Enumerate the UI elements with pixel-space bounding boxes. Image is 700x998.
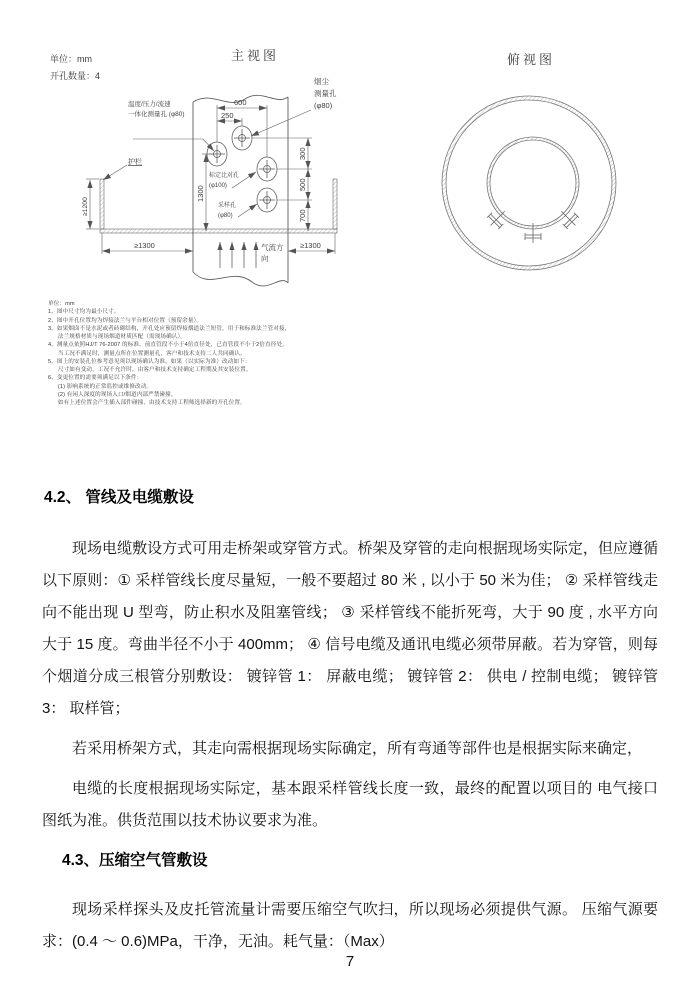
dust-hole — [232, 126, 252, 150]
main-view-title: 主视图 — [231, 48, 280, 63]
measurement-holes — [207, 126, 277, 212]
dim-min1300-right: ≥1300 — [300, 241, 321, 250]
document-body — [42, 489, 658, 966]
section-4-2-paragraph-3: 电缆的长度根据现场实际定，基本跟采样管线长度一致，最终的配置以项目的 电气接口图纸为准。供货范围以技术协议要求为准。 — [42, 780, 658, 829]
note-line: 4、测量点依照HJ/T 76-2007 的标准，前直管段不小于4倍直径处，已直管段不小于2倍直径处， — [48, 342, 288, 349]
dim-250: 250 — [221, 111, 234, 120]
section-4-2-paragraph-1: 现场电缆敷设方式可用走桥架或穿管方式。桥架及穿管的走向根据现场实际定，但应遵循以下原则：① 采样管线长度尽量短，一般不要超过 80 米 , 以小于 50 米为佳； ② 采样管线走向不能出现 U 型弯，防止积水及阻塞管线； ③ 采样管线不能折死弯，大于 90 度 , 水平方向大于 15 度。弯曲半径不小于 400mm； ④ 信号电缆及通讯电缆必须带屏蔽。若为穿管，则每个烟道分成三根管分别敷设： 镀锌管 1： 屏蔽电缆； 镀锌管 2： 供电 / 控制电缆； 镀锌管 3： 取样管； — [42, 540, 658, 717]
dust-hole-label-line3: (φ80) — [314, 101, 333, 110]
note-line: (2) 有闲人深度的现场入口/烟道内部严禁碰撞。 — [48, 391, 177, 398]
integrated-hole-label-line1: 温度/压力/流速 — [128, 101, 171, 108]
note-line: 法兰规格材质与现场烟道材质匹配（需现场确认）。 — [48, 334, 187, 341]
dim-1300: 1300 — [196, 185, 205, 202]
sampling-hole — [257, 188, 277, 212]
note-line: 6、变更位置的需要须满足以下条件： — [48, 375, 143, 382]
dust-hole-label-line1: 烟尘 — [314, 77, 329, 86]
platform — [100, 229, 337, 233]
note-line: 2、图中开孔位置均为焊接法兰与平台相对位置（预留余量）。 — [48, 317, 203, 324]
airflow-arrows — [220, 242, 256, 268]
page-number: 7 — [345, 953, 355, 970]
top-view-title: 俯视图 — [507, 52, 556, 67]
dim-700: 700 — [298, 209, 307, 222]
comparison-hole-label-line1: 标定比对孔 — [209, 173, 240, 179]
guardrail-post-left — [100, 179, 104, 229]
note-line: 5、图上的安装孔位参考意见须以现场确认为准，如果（以实际为准）改动如下： — [48, 358, 251, 365]
dim-min1300-left: ≥1300 — [134, 241, 155, 250]
note-line: 如有上述位置会产生插入部件碰撞，由技术支持工程师选择新的开孔位置。 — [48, 400, 246, 407]
note-line: 3、如果烟囱不是水泥或者砖砌结构，开孔处应预留焊接烟道法兰短管，用于和标准法兰管对接， — [48, 325, 291, 332]
comparison-hole-label-line2: (φ100) — [209, 183, 227, 189]
airflow-label-line2: 向 — [261, 254, 269, 263]
dim-300: 300 — [298, 147, 307, 160]
top-view-rings — [442, 96, 616, 270]
guardrail-post-right — [333, 179, 337, 229]
unit-label: 单位：mm — [50, 54, 92, 64]
dim-600: 600 — [234, 98, 247, 107]
drawing-notes — [48, 300, 291, 407]
dust-hole-label-line2: 测量孔 — [314, 89, 337, 98]
note-line: 1、图中尺寸均为最小尺寸。 — [48, 309, 120, 316]
note-line: (1) 影响系统的正常监控或维修改动。 — [48, 383, 153, 390]
sampling-hole-label-line2: (φ80) — [218, 213, 233, 219]
section-4-2-heading: 4.2、 管线及电缆敷设 — [44, 489, 194, 506]
section-4-2-paragraph-2: 若采用桥架方式，其走向需根据现场实际确定，所有弯通等部件也是根据实际来确定， — [72, 740, 643, 757]
integrated-hole-label-line2: 一体化测量孔 (φ80) — [128, 111, 185, 118]
section-4-3-paragraph-1: 现场采样探头及皮托管流量计需要压缩空气吹扫，所以现场必须提供气源。 压缩气源要求：(0.4 ～ 0.6)MPa，干净，无油。耗气量：（Max） — [42, 901, 658, 950]
airflow-label-line1: 气流方 — [261, 243, 284, 252]
comparison-hole — [257, 157, 277, 181]
dim-min1200: ≥1200 — [82, 197, 89, 216]
guardrail-label: 护栏 — [128, 159, 142, 166]
section-4-3-heading: 4.3、压缩空气管敷设 — [62, 852, 208, 869]
note-line: 当工况不满足时，测量点所在位置测量孔，客户和技术支持二人共同确认。 — [48, 350, 246, 357]
note-line: 尺寸如有变动，工况不允许时，由客户和技术支持确定工程期及其安装位置。 — [48, 367, 252, 374]
note-line: 单位：mm — [48, 301, 75, 307]
dim-500: 500 — [298, 178, 307, 191]
hole-count-label: 开孔数量：4 — [50, 71, 101, 81]
sampling-hole-label-line1: 采样孔 — [218, 203, 237, 209]
outer-ring — [442, 96, 616, 270]
